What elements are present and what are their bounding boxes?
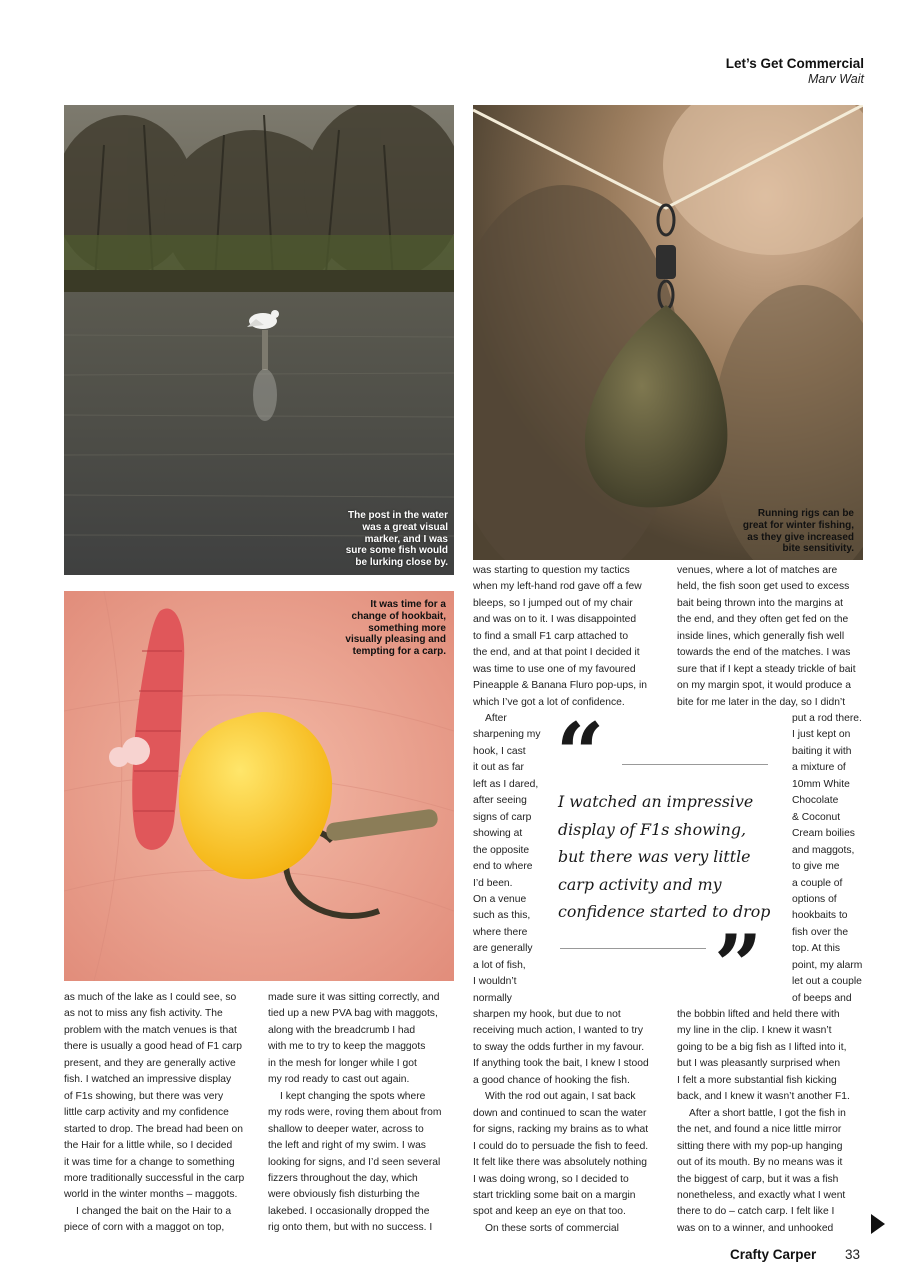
text-line: I wouldn’t [473, 976, 517, 988]
text-line: but I was pleasantly surprised when [677, 1058, 841, 1070]
lead-weight-photo [473, 105, 863, 560]
text-line: there to do – catch carp. I felt like I [677, 1206, 835, 1218]
lead-caption: Running rigs can be great for winter fishing, as they give increased bite sensitivity. [742, 508, 854, 555]
next-page-arrow-icon [871, 1214, 885, 1234]
text-line: along with the breadcrumb I had [268, 1024, 416, 1036]
text-line: there is usually a good head of F1 carp [64, 1041, 243, 1053]
text-line: was starting to question my tactics [473, 565, 630, 576]
text-line: to sway the odds further in my favour. [473, 1041, 645, 1053]
magazine-name: Crafty Carper [730, 1247, 817, 1262]
text-line: was time to use one of my favoured [473, 663, 636, 675]
text-line: 10mm White [792, 778, 850, 790]
body-column-4-bottom [677, 1007, 872, 1237]
text-line: and was on to it. I was disappointed [473, 614, 637, 626]
text-line: Pineapple & Banana Fluro pop-ups, in [473, 680, 648, 692]
text-line: it was time for a change to something [64, 1156, 235, 1168]
text-line: options of [792, 893, 837, 905]
pull-quote [556, 704, 776, 1015]
text-line: I changed the bait on the Hair to a [76, 1205, 232, 1217]
text-line: signs of carp [473, 811, 532, 823]
text-line: of F1s showing, but there was very [64, 1090, 224, 1102]
text-line: lakebed. I occasionally dropped the [268, 1205, 430, 1217]
text-line: left as I dared, [473, 778, 539, 790]
text-line: On these sorts of commercial [485, 1222, 619, 1234]
text-line: when my left-hand rod gave off a few [473, 581, 642, 593]
lake-photo [64, 105, 454, 575]
article-author: Marv Wait [807, 72, 864, 86]
text-line: it out as far [473, 762, 524, 774]
text-line: the bobbin lifted and held there with [677, 1009, 840, 1020]
text-line: baiting it with [792, 745, 852, 757]
text-line: fish over the [792, 926, 849, 938]
text-line: on my margin spot, it would produce a [677, 680, 851, 692]
text-line: put a rod there. [792, 713, 862, 724]
close-quote-mark: ” [714, 916, 763, 1015]
text-line: as much of the lake as I could see, so [64, 992, 237, 1003]
text-line: I felt a more substantial fish kicking [677, 1074, 837, 1086]
text-line: back, and I knew it wasn’t another F1. [677, 1091, 850, 1103]
text-line: world in the winter months – maggots. [64, 1189, 238, 1201]
text-line: I could do to persuade the fish to feed. [473, 1140, 649, 1152]
text-line: to find a small F1 carp attached to [473, 630, 629, 642]
text-line: Cream boilies [792, 828, 855, 840]
text-line: hook, I cast [473, 745, 526, 757]
text-line: were obviously fish disturbing the [268, 1189, 420, 1201]
text-line: started to drop. The bread had been on [64, 1123, 243, 1135]
text-line: I was doing wrong, so I decided to [473, 1173, 629, 1185]
text-line: I’d been. [473, 877, 513, 889]
text-line: a couple of [792, 877, 843, 889]
text-line: piece of corn with a maggot on top, [64, 1222, 225, 1234]
text-line: problem with the match venues is that [64, 1024, 237, 1036]
text-line: as not to miss any fish activity. The [64, 1008, 223, 1020]
text-line: going to be a big fish as I lifted into it, [677, 1041, 847, 1053]
hookbait-caption: It was time for a change of hookbait, something more visually pleasing and tempting for a carp. [345, 599, 446, 658]
text-line: & Coconut [792, 811, 841, 823]
text-line: the end, and at that point I decided it [473, 647, 640, 659]
text-line: sharpening my [473, 729, 541, 741]
article-title: Let’s Get Commercial [725, 56, 864, 71]
text-line: normally [473, 992, 512, 1004]
body-column-1 [64, 990, 259, 1237]
lake-caption: The post in the water was a great visual marker, and I was sure some fish would be lurking close by. [345, 510, 448, 569]
text-line: are generally [473, 943, 533, 955]
text-line: let out a couple [792, 976, 862, 988]
text-line: the net, and found a nice little mirror [677, 1124, 842, 1136]
text-line: start trickling some bait on a margin [473, 1189, 636, 1201]
text-line: It felt like there was absolutely nothing [473, 1157, 648, 1169]
pull-quote-text: I watched an impressive display of F1s showing, but there was very little carp activity and my confidence started to drop [558, 792, 771, 922]
text-line: after seeing [473, 795, 527, 807]
text-line: the left and right of my swim. I was [268, 1140, 426, 1152]
text-line: with me to try to keep the maggots [268, 1041, 426, 1053]
text-line: bait being thrown into the margins at [677, 597, 843, 609]
text-line: for signs, racking my brains as to what [473, 1124, 649, 1136]
text-line: such as this, [473, 910, 531, 922]
text-line: the opposite [473, 844, 530, 856]
text-line: the biggest of carp, but it was a fish [677, 1173, 839, 1185]
text-line: I just kept on [792, 729, 851, 741]
text-line: shallow to deeper water, across to [268, 1123, 424, 1135]
text-line: out of its mouth. By no means was it [677, 1157, 843, 1169]
text-line: On a venue [473, 893, 527, 905]
text-line: looking for signs, and I’d seen several [268, 1156, 441, 1168]
text-line: hookbaits to [792, 910, 848, 922]
text-line: and maggots, [792, 844, 855, 856]
text-line: of beeps and [792, 992, 852, 1004]
text-line: Chocolate [792, 795, 839, 807]
text-line: more traditionally successful in the carp [64, 1172, 245, 1184]
body-column-3-top [473, 563, 668, 711]
text-line: little carp activity and my confidence [64, 1107, 229, 1119]
text-line: to give me [792, 861, 840, 873]
text-line: the end, and they often get fed on the [677, 614, 849, 626]
text-line: rig onto them, but with no success. I [268, 1222, 433, 1234]
text-line: showing at [473, 828, 523, 840]
text-line: bleeps, so I jumped out of my chair [473, 597, 633, 609]
text-line: After a short battle, I got the fish in [689, 1107, 846, 1119]
text-line: top. At this [792, 943, 841, 955]
text-line: present, and they are generally active [64, 1057, 236, 1069]
text-line: was on to a winner, and unhooked [677, 1222, 834, 1234]
text-line: made sure it was sitting correctly, and [268, 992, 440, 1003]
text-line: towards the end of the matches. I was [677, 647, 851, 659]
text-line: After [485, 713, 507, 724]
text-line: sitting there with my pop-up hanging [677, 1140, 843, 1152]
body-column-2 [268, 990, 463, 1237]
body-column-3-narrow [473, 711, 553, 1007]
text-line: the Hair for a little while, so I decided [64, 1140, 233, 1152]
text-line: my line in the clip. I knew it wasn’t [677, 1025, 832, 1037]
text-line: sharpen my hook, but due to not [473, 1009, 621, 1020]
quote-rule-bottom [560, 948, 706, 949]
text-line: in the mesh for longer while I got [268, 1057, 417, 1069]
text-line: With the rod out again, I sat back [485, 1091, 636, 1103]
text-line: receiving much action, I wanted to try [473, 1025, 643, 1037]
page-number: 33 [845, 1247, 861, 1262]
text-line: my rod ready to cast out again. [268, 1074, 410, 1086]
text-line: fish. I watched an impressive display [64, 1074, 232, 1086]
quote-rule-top [622, 764, 768, 765]
text-line: If anything took the bait, I knew I stood [473, 1058, 649, 1070]
text-line: a lot of fish, [473, 959, 526, 971]
text-line: where there [473, 926, 528, 938]
text-line: bite for me later in the day, so I didn’t [677, 696, 846, 708]
text-line: a mixture of [792, 762, 846, 774]
text-line: nonetheless, and exactly what I went [677, 1189, 846, 1201]
text-line: venues, where a lot of matches are [677, 565, 838, 576]
text-line: a good chance of hooking the fish. [473, 1074, 630, 1086]
body-column-3-bottom [473, 1007, 668, 1237]
open-quote-mark: “ [556, 704, 605, 803]
text-line: held, the fish soon get used to excess [677, 581, 850, 593]
text-line: inside lines, which generally fish well [677, 630, 845, 642]
text-line: I kept changing the spots where [280, 1090, 426, 1102]
body-column-4-top [677, 563, 872, 711]
text-line: tied up a new PVA bag with maggots, [268, 1008, 438, 1020]
text-line: end to where [473, 861, 533, 873]
text-line: down and continued to scan the water [473, 1107, 647, 1119]
text-line: spot and keep an eye on that too. [473, 1206, 626, 1218]
text-line: which I’ve got a lot of confidence. [473, 696, 625, 708]
text-line: point, my alarm [792, 959, 863, 971]
text-line: fizzers throughout the day, which [268, 1172, 418, 1184]
body-column-4-narrow [792, 711, 866, 1007]
text-line: sure that if I kept a steady trickle of bait [677, 663, 856, 675]
text-line: my rods were, roving them about from [268, 1107, 442, 1119]
